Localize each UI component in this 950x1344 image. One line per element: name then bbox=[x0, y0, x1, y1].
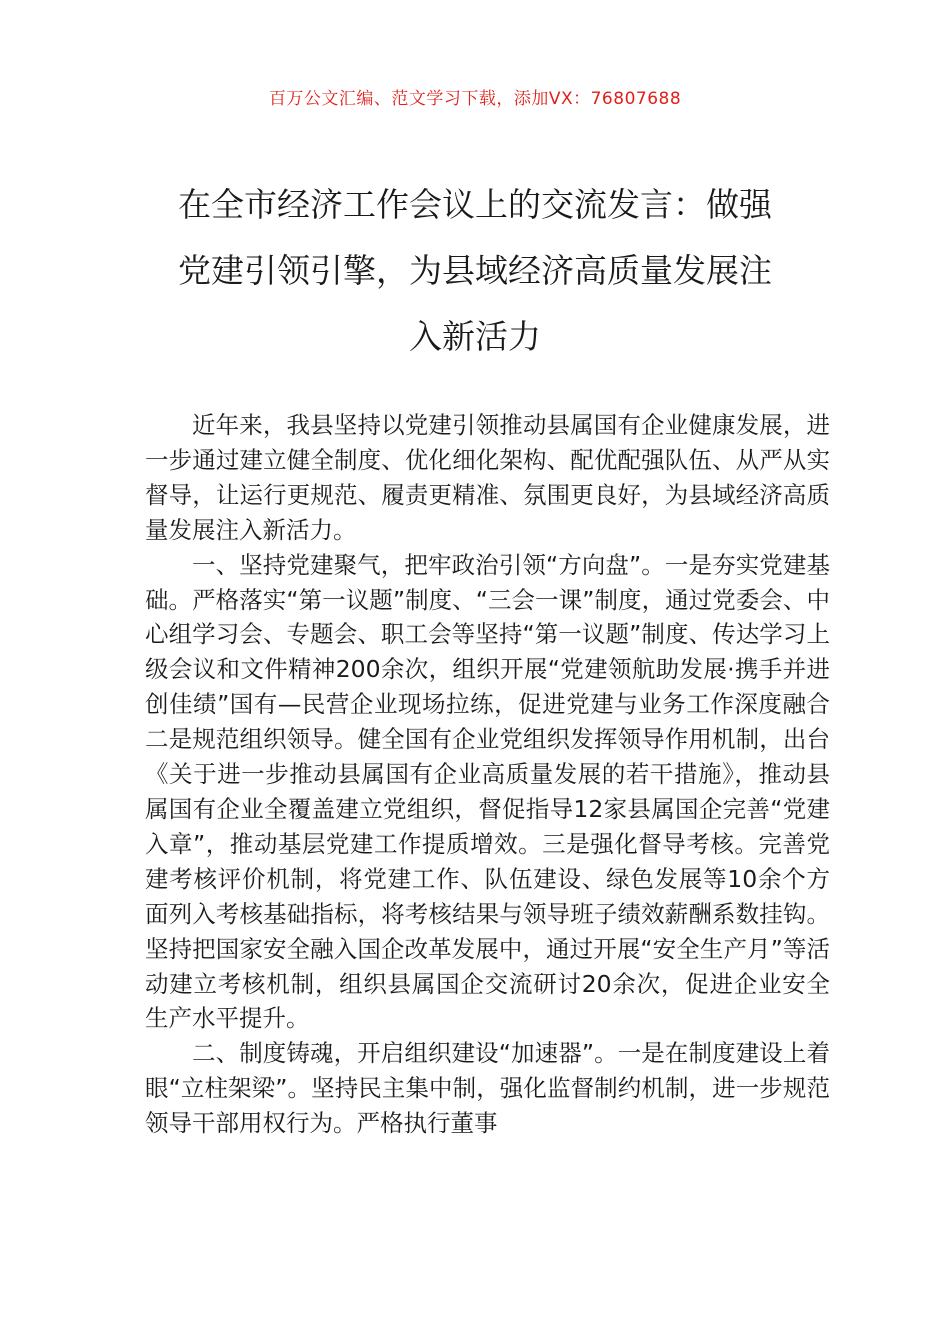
title-line: 入新活力 bbox=[409, 317, 541, 356]
body-paragraph-section-1: 一、坚持党建聚气，把牢政治引领“方向盘”。一是夯实党建基础。严格落实“第一议题”制度、“三会一课”制度，通过党委会、中心组学习会、专题会、职工会等坚持“第一议题”制度、传达学习上级会议和文件精神200余次，组织开展“党建领航助发展·携手并进创佳绩”国有—民营企业现场拉练，促进党建与业务工作深度融合二是规范组织领导。健全国有企业党组织发挥领导作用机制，出台《关于进一步推动县属国有企业高质量发展的若干措施》，推动县属国有企业全覆盖建立党组织，督促指导12家县属国企完善“党建入章”，推动基层党建工作提质增效。三是强化督导考核。完善党建考核评价机制，将党建工作、队伍建设、绿色发展等10余个方面列入考核基础指标，将考核结果与领导班子绩效薪酬系数挂钩。坚持把国家安全融入国企改革发展中，通过开展“安全生产月”等活动建立考核机制，组织县属国企交流研讨20余次，促进企业安全生产水平提升。 bbox=[145, 550, 830, 1033]
title-line: 在全市经济工作会议上的交流发言：做强 bbox=[178, 185, 772, 224]
header-watermark-note: 百万公文汇编、范文学习下载，添加VX：76807688 bbox=[268, 89, 682, 109]
document-title bbox=[145, 172, 805, 370]
body-paragraph-intro: 近年来，我县坚持以党建引领推动县属国有企业健康发展，进一步通过建立健全制度、优化细化架构、配优配强队伍、从严从实督导，让运行更规范、履责更精准、氛围更良好，为县域经济高质量发展注入新活力。 bbox=[145, 411, 830, 544]
body-paragraph-section-2: 二、制度铸魂，开启组织建设“加速器”。一是在制度建设上着眼“立柱架梁”。坚持民主集中制，强化监督制约机制，进一步规范领导干部用权行为。严格执行董事 bbox=[145, 1039, 830, 1138]
title-line: 党建引领引擎，为县域经济高质量发展注 bbox=[178, 251, 772, 290]
document-body bbox=[145, 408, 830, 1141]
